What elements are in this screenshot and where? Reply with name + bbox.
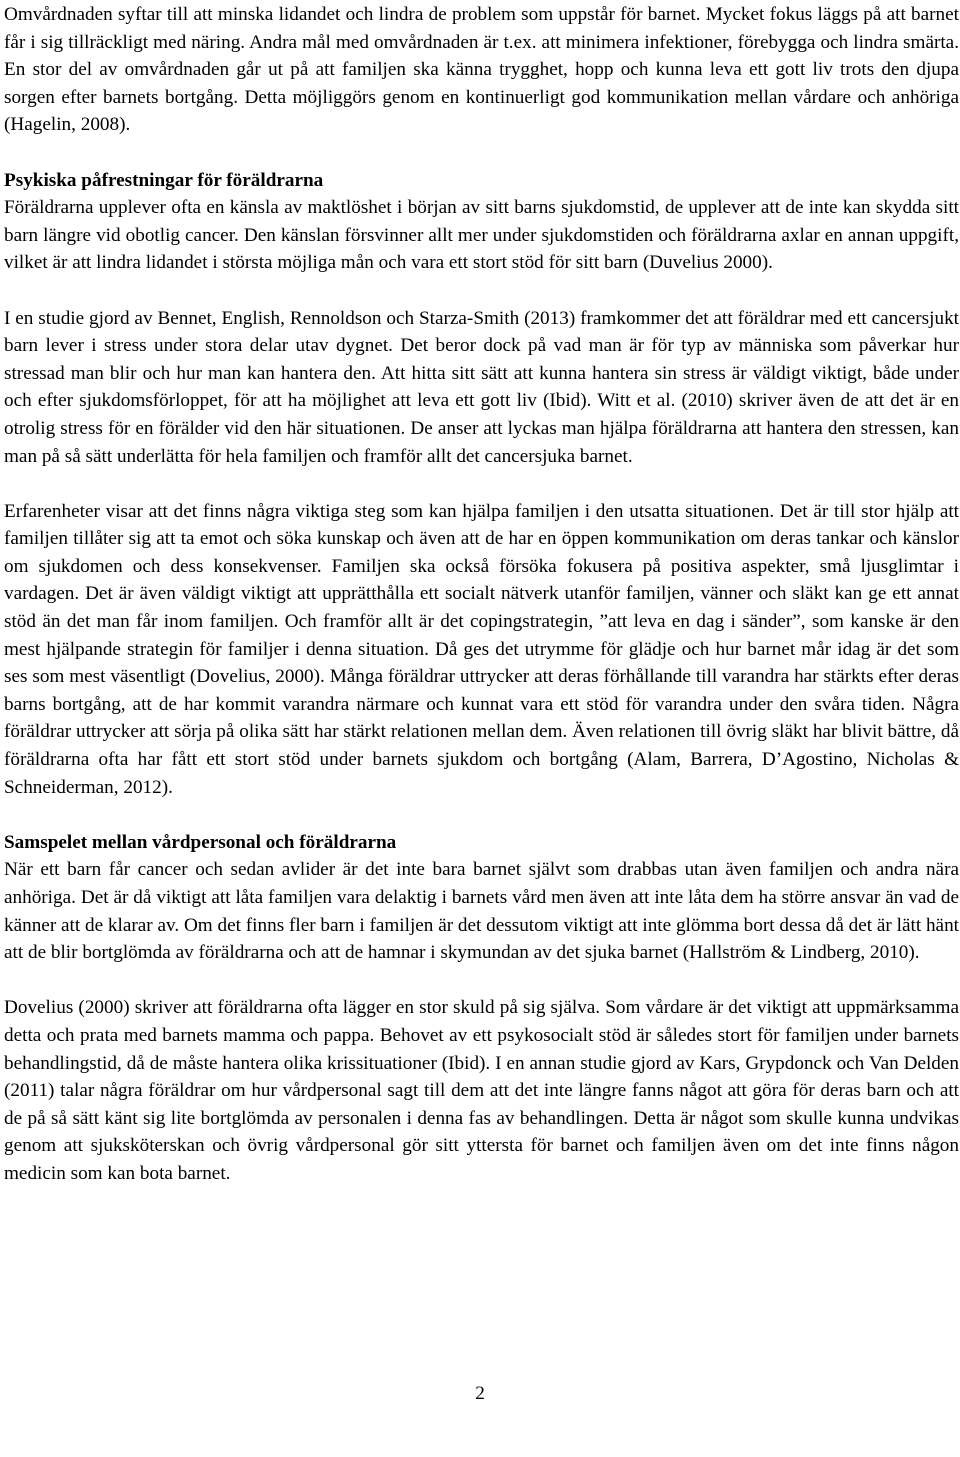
- body-paragraph-powerlessness: Föräldrarna upplever ofta en känsla av maktlöshet i början av sitt barns sjukdomstid, de upplever att de inte kan skydda sitt barn längre vid obotlig cancer. Den känslan försvinner allt mer under sjukdomstiden och föräldrarna axlar en annan uppgift, vilket är att lindra lidandet i största möjliga mån och vara ett stort stöd för sitt barn (Duvelius 2000).: [4, 197, 959, 274]
- body-paragraph-family-coping: Erfarenheter visar att det finns några viktiga steg som kan hjälpa familjen i den utsatta situationen. Det är till stor hjälp att familjen tillåter sig att ta emot och söka kunskap och även att de har en öppen kommunikation om deras tankar och känslor om sjukdomen och dess konsekvenser. Familjen ska också försöka fokusera på positiva aspekter, små ljusglimtar i vardagen. Det är även väldigt viktigt att upprätthålla ett socialt nätverk utanför familjen, vänner och släkt kan ge ett annat stöd än det man får inom familjen. Och framför allt är det copingstrategin, ”att leva en dag i sänder”, som kanske är den mest hjälpande strategin för familjer i denna situation. Då ges det utrymme för glädje och hur barnet mår idag är det som ses som mest väsentligt (Dovelius, 2000). Många föräldrar uttrycker att deras förhållande till varandra har stärkts efter deras barns bortgång, att de har kommit varandra närmare och kunnat vara ett stöd för varandra under den svåra tiden. Några föräldrar uttrycker att sörja på olika sätt har stärkt relationen mellan dem. Även relationen till övrig släkt har blivit bättre, då föräldrarna ofta har fått ett stort stöd under barnets sjukdom och bortgång (Alam, Barrera, D’Agostino, Nicholas & Schneiderman, 2012).: [4, 500, 959, 798]
- section-psychological-strain-block: [4, 167, 959, 277]
- body-paragraph-stress-study: I en studie gjord av Bennet, English, Rennoldson och Starza-Smith (2013) framkommer det att föräldrar med ett cancersjukt barn lever i stress under stora delar utav dygnet. Det beror dock på vad man är för typ av människa som påverkar hur stressad man blir och hur man kan hantera den. Att hitta sitt sätt att kunna hantera sin stress är väldigt viktigt, både under och efter sjukdomsförloppet, för att ha möjlighet att leva ett gott liv (Ibid). Witt et al. (2010) skriver även de att det är en otrolig stress för en förälder vid den här situationen. De anser att lyckas man hjälpa föräldrarna att hantera den stressen, kan man på så sätt underlätta för hela familjen och framför allt det cancersjuka barnet.: [4, 307, 959, 467]
- section-heading-psychological-strain: Psykiska påfrestningar för föräldrarna: [4, 169, 324, 191]
- section-staff-interaction: [4, 829, 959, 967]
- body-paragraph-nursing-goals: Omvårdnaden syftar till att minska lidandet och lindra de problem som uppstår för barnet. Mycket fokus läggs på att barnet får i sig tillräckligt med näring. Andra mål med omvårdnaden är t.ex. att minimera infektioner, förebygga och lindra smärta. En stor del av omvårdnaden går ut på att familjen ska känna trygghet, hopp och kunna leva ett gott liv trots den djupa sorgen efter barnets bortgång. Detta möjliggörs genom en kontinuerligt god kommunikation mellan vårdare och anhöriga (Hagelin, 2008).: [4, 4, 959, 136]
- section-heading-staff-interaction: Samspelet mellan vårdpersonal och föräldrarna: [4, 831, 397, 853]
- section-psychological-strain: [4, 167, 959, 277]
- body-paragraph-family-involvement: När ett barn får cancer och sedan avlider är det inte bara barnet självt som drabbas utan även familjen och andra nära anhöriga. Det är då viktigt att låta familjen vara delaktig i barnets vård men även att inte låta dem ha större ansvar än vad de känner att de klarar av. Om det finns fler barn i familjen är det dessutom viktigt att inte glömma bort dessa då det är lätt hänt att de blir bortglömda av föräldrarna och att de hamnar i skymundan av det sjuka barnet (Hallström & Lindberg, 2010).: [4, 859, 959, 964]
- document-page: [4, 0, 959, 1188]
- page-number: 2: [475, 1383, 485, 1404]
- body-paragraph-parental-guilt: Dovelius (2000) skriver att föräldrarna ofta lägger en stor skuld på sig själva. Som vårdare är det viktigt att uppmärksamma detta och prata med barnets mamma och pappa. Behovet av ett psykosocialt stöd är således stort för familjen under barnets behandlingstid, då de måste hantera olika krissituationer (Ibid). I en annan studie gjord av Kars, Grypdonck och Van Delden (2011) talar några föräldrar om hur vårdpersonal sagt till dem att det inte längre fanns något att göra för deras barn och att de på så sätt känt sig lite bortglömda av personalen i denna fas av behandlingen. Detta är något som skulle kunna undvikas genom att sjuksköterskan och övrig vårdpersonal gör sitt yttersta för barnet och familjen även om det inte finns någon medicin som kan bota barnet.: [4, 997, 959, 1184]
- section-staff-interaction-block: [4, 829, 959, 967]
